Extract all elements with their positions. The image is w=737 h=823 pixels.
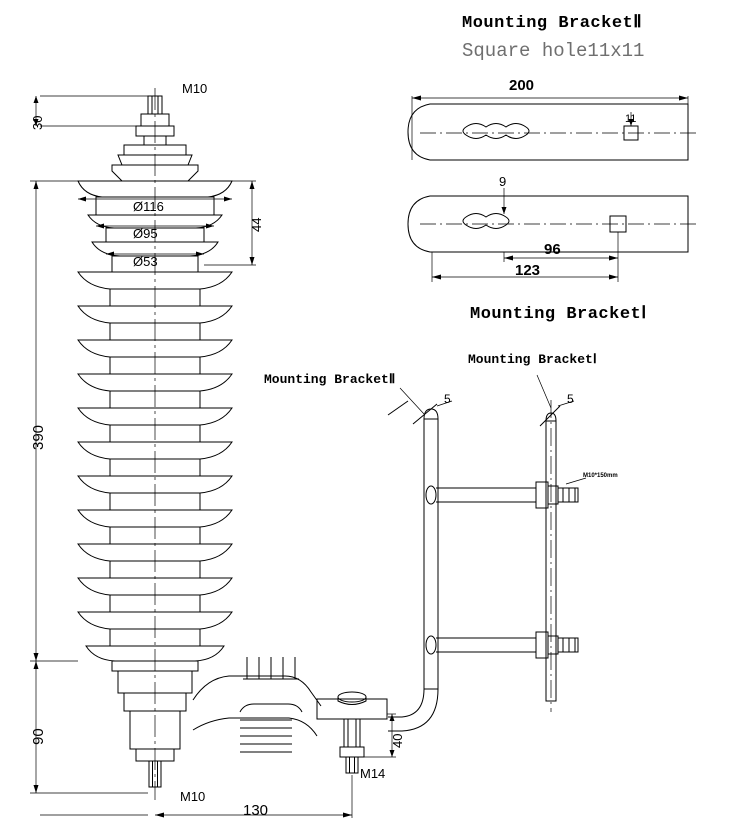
dim-top-thread-m10: M10: [182, 81, 208, 96]
dim-thickness-i-5: 5: [567, 392, 574, 406]
dim-30: 30: [30, 115, 45, 130]
dim-thickness-ii-5: 5: [444, 392, 451, 406]
dim-dia-95: Ø95: [133, 226, 158, 241]
title-mounting-bracket-ii: Mounting BracketⅡ: [462, 14, 643, 33]
dim-hole-9: 9: [499, 174, 507, 189]
title-mounting-bracket-i: Mounting BracketⅠ: [470, 305, 647, 324]
dim-390: 390: [30, 424, 47, 450]
dim-bottom-thread-m10: M10: [180, 789, 206, 804]
dim-hole-11: 11: [625, 113, 637, 125]
dim-span-96: 96: [544, 241, 561, 258]
note-bolt-m10-150: M10*150mm: [583, 473, 618, 479]
subtitle-square-hole: Square hole11x11: [462, 40, 645, 62]
dim-span-123: 123: [515, 262, 541, 279]
dim-90: 90: [30, 728, 47, 745]
dim-130: 130: [243, 802, 269, 819]
dim-40: 40: [390, 733, 405, 748]
dim-dia-116: Ø116: [133, 199, 164, 214]
callout-mounting-bracket-i: Mounting BracketⅠ: [468, 352, 597, 367]
callout-mounting-bracket-ii: Mounting BracketⅡ: [264, 372, 396, 387]
dim-dia-53: Ø53: [133, 254, 158, 269]
dim-stud-m14: M14: [360, 766, 386, 781]
dim-44: 44: [249, 217, 264, 232]
dim-bracket-length-200: 200: [509, 77, 535, 94]
